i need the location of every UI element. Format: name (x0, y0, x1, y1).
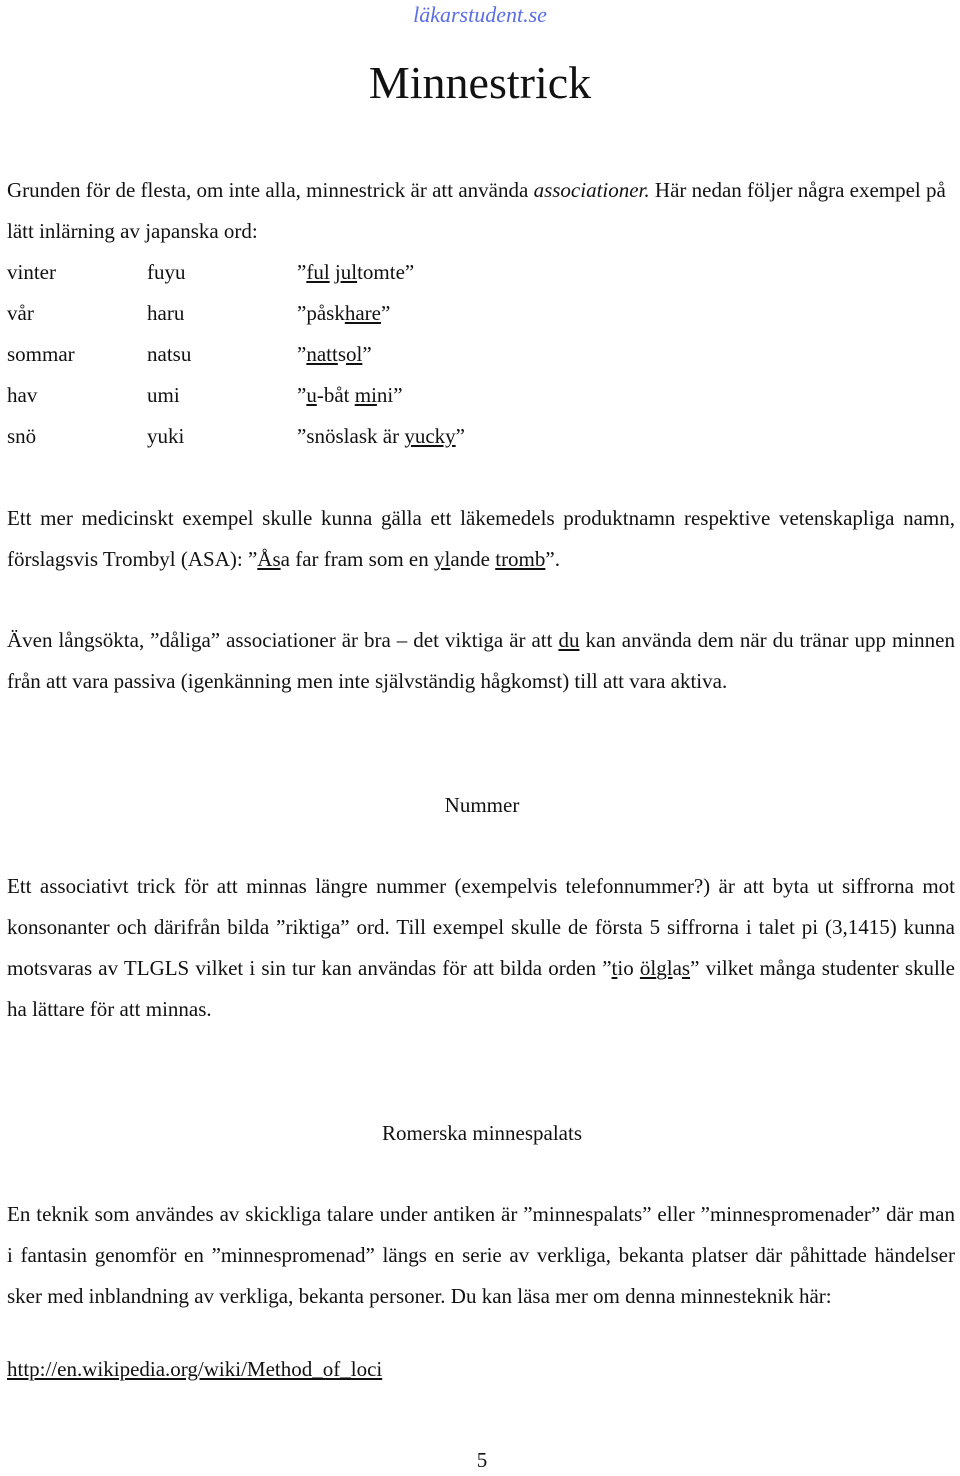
site-name: läkarstudent.se (413, 2, 547, 27)
method-of-loci-link[interactable]: http://en.wikipedia.org/wiki/Method_of_loci (7, 1357, 383, 1381)
romerska-paragraph: En teknik som användes av skickliga talare under antiken är ”minnespalats” eller ”minnespromenader” där man i fantasin genomför en ”minnespromenad” längs en serie av verkliga, bekanta platser där påhittade händelser sker med inblandning av verkliga, bekanta personer. Du kan läsa mer om denna minnesteknik här: (7, 1202, 955, 1308)
bad-associations-paragraph: Även långsökta, ”dåliga” associationer är bra – det viktiga är att du kan använda dem när du tränar upp minnen från att vara passiva (igenkänning men inte självständig hågkomst) till att vara aktiva. (7, 628, 955, 693)
vocab-swedish: vinter (7, 260, 56, 284)
vocab-swedish: hav (7, 383, 38, 407)
page-title: Minnestrick (368, 57, 592, 108)
vocab-mnemonic: ”ful jultomte” (297, 260, 415, 284)
vocab-mnemonic: ”u-båt mini” (297, 383, 403, 407)
vocab-swedish: sommar (7, 342, 75, 366)
vocab-row (7, 375, 607, 416)
vocab-mnemonic: ”snöslask är yucky” (297, 424, 465, 448)
section-heading-nummer: Nummer (444, 793, 520, 817)
page-number: 5 (476, 1448, 488, 1472)
intro-paragraph: Grunden för de flesta, om inte alla, minnestrick är att använda associationer. Här nedan följer några exempel på lätt inlärning av japanska ord: (7, 178, 946, 243)
vocab-swedish: vår (7, 301, 34, 325)
vocab-row (7, 334, 607, 375)
nummer-paragraph: Ett associativt trick för att minnas längre nummer (exempelvis telefonnummer?) är att byta ut siffrorna mot konsonanter och därifrån bilda ”riktiga” ord. Till exempel skulle de första 5 siffrorna i talet pi (3,1415) kunna motsvaras av TLGLS vilket i sin tur kan användas för att bilda orden ”tio ölglas” vilket många studenter skulle ha lättare för att minnas. (7, 874, 955, 1021)
vocab-japanese: fuyu (147, 260, 186, 284)
vocab-japanese: umi (147, 383, 180, 407)
vocab-row (7, 293, 607, 334)
vocab-japanese: yuki (147, 424, 185, 448)
vocab-row (7, 252, 607, 293)
vocab-swedish: snö (7, 424, 37, 448)
vocab-mnemonic: ”nattsol” (297, 342, 372, 366)
medical-example-paragraph: Ett mer medicinskt exempel skulle kunna gälla ett läkemedels produktnamn respektive vetenskapliga namn, förslagsvis Trombyl (ASA): ”Åsa far fram som en ylande tromb”. (7, 506, 955, 571)
vocab-japanese: haru (147, 301, 185, 325)
vocab-list (7, 252, 607, 457)
vocab-row (7, 416, 607, 457)
vocab-japanese: natsu (147, 342, 192, 366)
vocab-mnemonic: ”påskhare” (297, 301, 391, 325)
section-heading-romerska: Romerska minnespalats (381, 1121, 583, 1145)
